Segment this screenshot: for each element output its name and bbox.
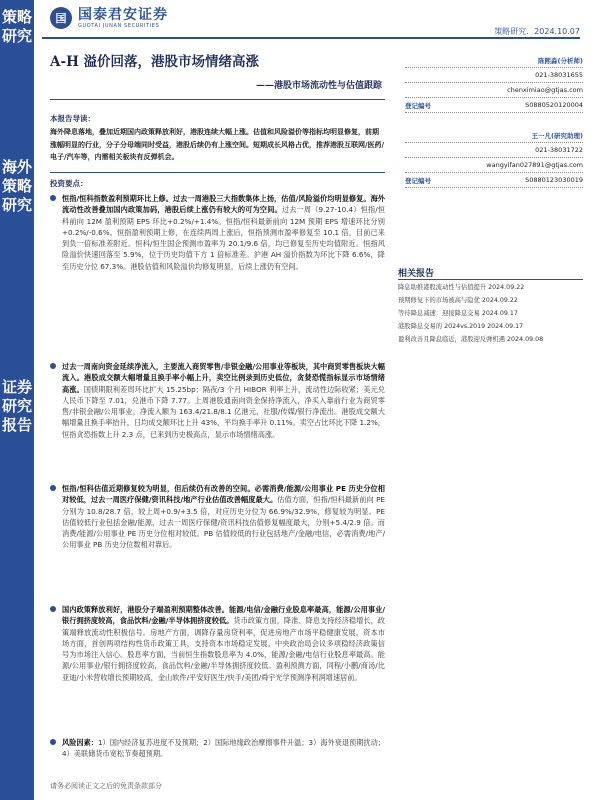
guide-label: 本报告导读： xyxy=(50,114,95,123)
sidebar-bottom-label: 证券研究报告 xyxy=(1,378,32,434)
report-title: A-H 溢价回落，港股市场情绪高涨 xyxy=(50,54,260,70)
points-label: 投资要点： xyxy=(50,179,88,188)
guide-text: 海外降息落地，叠加近期国内政策释放利好，港股连续大幅上涨。估值和风险溢价等指标均明显修复，前期涨幅明显的行业，分子分母端同时受益，港股后续仍有上涨空间。短期成长风格占优，推荐港股互联网/医药/电子/汽车等，内需相关板块有反弹机会。 xyxy=(50,128,385,161)
related-report-link[interactable]: 盈利改善且降息临近，港股迎反弹机遇 2024.09.08 xyxy=(398,336,544,343)
bullet-bold: 恒指/恒科指数盈利预期环比上修。过去一周港股三大指数集体上扬，估值/风险溢价均明显修复。海外流动性改善叠加国内政策加码，港股后续上涨仍有较大的可为空间。 xyxy=(62,194,385,215)
company-logo xyxy=(50,6,168,30)
analyst-cert-row xyxy=(405,176,583,185)
bullet-text: 1）国内经济复苏进度不及预期；2）国际地缘政治摩擦事件升温；3）海外衰退预期扰动；4）美联储货币宽松节奏超预期。 xyxy=(62,738,385,759)
analyst-divider xyxy=(405,157,583,158)
logo-mark-icon: 国 xyxy=(50,7,72,29)
related-report-link[interactable]: 港股降息交易的 2024vs.2019 2024.09.17 xyxy=(398,323,524,330)
analyst-cert-row xyxy=(405,101,583,110)
analyst-name-row xyxy=(405,131,583,140)
analyst-email-row xyxy=(405,86,583,94)
related-report-link[interactable]: 等待降息减速：迎接降息交易 2024.09.17 xyxy=(398,310,518,317)
bullet-text: 估值方面，恒指/恒科最新前向 PE 分别为 10.8/28.7 倍，较上周+0.9/+3.5 倍，对应历史分位为 66.9%/32.9%，修复较为明显。PE 估值较低行业包括金融/能源，过去一周医疗保健/资讯科技估值修复幅度最大，分别+5.4/2.9 倍。而消费/能源/公用事业 PE 历史分位相对较低。PB 估值较低的行业包括地产/金融/电信，必需消费/地产/公用事业 PB 历史分位数相对靠后。 xyxy=(62,495,385,550)
bullet-point xyxy=(50,737,385,760)
analyst-name: 陈熙淼(分析师) xyxy=(538,57,583,65)
report-category-date: 策略研究．2024.10.07 xyxy=(494,27,580,36)
cert-label: 登记编号 xyxy=(405,102,431,110)
analyst-divider xyxy=(405,82,583,83)
analyst-divider xyxy=(405,112,583,113)
title-divider xyxy=(50,99,385,100)
related-reports-title: 相关报告 xyxy=(398,269,435,279)
analyst-phone-row xyxy=(405,146,583,154)
bullet-point xyxy=(50,361,385,440)
analyst-divider xyxy=(405,67,583,68)
logo-chinese-name: 国泰君安证券 xyxy=(78,6,168,23)
bullet-dot-icon xyxy=(50,606,56,612)
bullet-bold: 国内政策释放利好，港股分子端盈利预期整体改善。能源/电信/金融行业股息率最高，能源/公用事业/银行拥挤度较高，食品饮料/金融/半导体拥挤度较低。 xyxy=(62,605,385,626)
header-divider xyxy=(42,37,580,39)
related-report-link[interactable]: 预期修复下的市场被高与隐优 2024.09.22 xyxy=(398,297,518,304)
bullet-text: 过去一周（9.27-10.4）恒指/恒科前向 12M 盈利预期 EPS 环比+0.2%/+1.4%。恒指/恒科最新前向 12M 预期 EPS 增速环比分别+0.2%/-0.6%。恒指盈利预期上修，在连续两周上涨后，恒指预测市盈率修复至 10.1 倍，目前已来到负一倍标准差附近。恒科/恒生国企预测市盈率为 20.1/9.6 倍，均已修复至历史均值附近。恒指风险溢价快速回落至 5.9%，位于历史均值下方 1 倍标准差。沪港 AH 溢价指数为环比下降 6.6%，降至历史分位 67.3%。港股估值和风险溢价均修复明显，后续上涨仍有空间。 xyxy=(62,205,385,271)
bullet-point xyxy=(50,483,385,551)
disclaimer-footer: 请务必阅读正文之后的免责条款部分 xyxy=(50,782,162,790)
analyst-email[interactable]: wangyifan027891@gtjas.com xyxy=(486,161,583,169)
analyst-divider xyxy=(405,142,583,143)
analyst-divider xyxy=(405,97,583,98)
analyst-email-row xyxy=(405,161,583,169)
analyst-cert: S0880520120004 xyxy=(525,101,583,109)
related-report-link[interactable]: 降息助推港股流动性与估值提升 2024.09.22 xyxy=(398,284,525,291)
related-reports-divider xyxy=(398,279,583,280)
analyst-name: 王一凡(研究助理) xyxy=(531,132,583,140)
analyst-divider xyxy=(405,187,583,188)
bullet-text: 国债期限利差周环比扩大 15.25bp；隔夜/3 个月 HIBOR 利率上升，流动性边际收紧；美元兑人民币下降至 7.01，兑港币下降 7.77。上周港股通南向资金保持净流入，净买入靠前行业为商贸零售/非银金融/公用事业，净流入额为 163.4/21.8/8.1 亿港元，社服/传媒/银行净流出。港股成交额大幅增量且换手率抬升，日均成交额环比上升 43%，平均换手率升 0.11%。卖空占比环比下降 1.2%，恒指贪恐指数上升 2.3 点，已来到历史极高点，显示市场情绪高涨。 xyxy=(62,384,385,439)
sidebar-top-label: 策略研究 xyxy=(1,8,32,45)
sidebar-middle-label: 海外策略研究 xyxy=(1,158,32,214)
guide-divider xyxy=(50,172,385,173)
bullet-dot-icon xyxy=(50,485,56,491)
analyst-phone: 021-38031655 xyxy=(535,71,583,79)
bullet-text: 货币政策方面，降准、降息支持经济稳增长，政策端释放流动性积极信号。房地产方面，调降存量房贷利率，促进房地产市场平稳健康发展。资本市场方面，首创两项结构性货币政策工具，支持资本市场稳定发展。中央政治局会议多项稳经济政策信号为市场注入信心。股息率方面，当前恒生指数股息率为 4.0%，能源/金融/电信行业股息率最高。能源/公用事业/银行拥挤度较高，食品饮料/金融/半导体拥挤度较低。盈利预测方面，同程/小鹏/商汤/比亚迪/小米营收增长预期较高，金山软件/平安好医生/快手/美团/舜宇光学预测净利润增速居前。 xyxy=(62,616,385,682)
analyst-phone-row xyxy=(405,71,583,79)
bullet-dot-icon xyxy=(50,363,56,369)
logo-english-name: GUOTAI JUNAN SECURITIES xyxy=(78,22,160,29)
cert-label: 登记编号 xyxy=(405,177,431,185)
bullet-bold: 风险因素： xyxy=(62,738,98,747)
report-subtitle: ——港股市场流动性与估值跟踪 xyxy=(255,81,382,91)
bullet-dot-icon xyxy=(50,195,56,201)
analyst-name-row xyxy=(405,56,583,65)
bullet-point xyxy=(50,193,385,272)
bullet-dot-icon xyxy=(50,739,56,745)
bullet-bold: 恒指/恒科估值近期修复较为明显，但后续仍有改善的空间。必需消费/能源/公用事业 PE 历史分位相对较低，过去一周医疗保健/资讯科技/地产行业估值改善幅度最大。 xyxy=(62,484,385,505)
analyst-divider xyxy=(405,172,583,173)
bullet-point xyxy=(50,604,385,683)
bullet-bold: 过去一周南向资金延续净流入，主要流入商贸零售/非银金融/公用事业等板块，其中商贸零售板块大幅流入。港股成交额大幅增量且换手率小幅上升，卖空比例录到历史低位，贪婪恐慌指标显示市场情绪高涨。 xyxy=(62,362,385,394)
analyst-email[interactable]: chenximiao@gtjas.com xyxy=(507,86,583,94)
analyst-cert: S0880123030019 xyxy=(525,176,583,184)
analyst-phone: 021-38031722 xyxy=(535,146,583,154)
